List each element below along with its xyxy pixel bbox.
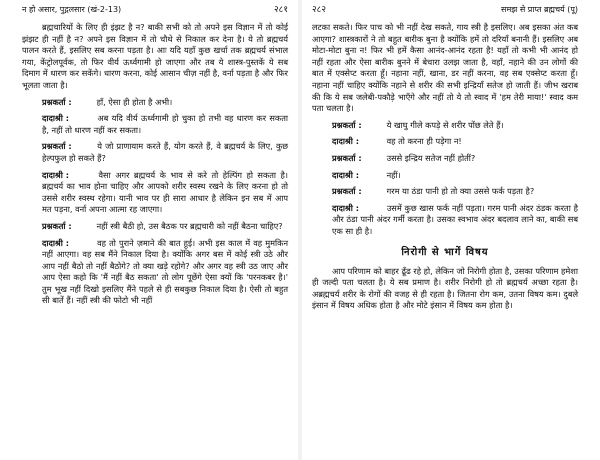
left-page bbox=[0, 0, 298, 460]
speaker-label: दादाश्री : bbox=[42, 113, 69, 124]
speaker-label: दादाश्री : bbox=[332, 169, 359, 180]
question: प्रश्नकर्ता : ये खाघु गीले कपड़े से शरीर पोंछ लेते हैं। bbox=[332, 119, 504, 130]
answer: दादाश्री : नहीं। bbox=[332, 169, 401, 180]
speaker-label: दादाश्री : bbox=[332, 136, 359, 147]
paragraph: आप परिणाम को बाहर ढूँढ रहे हो, लेकिन जो निरोगी होता है, उसका परिणाम हमेशा ही जल्दी पता चलता है। ये सब प्रमाण है। शरीर निरोगी हो तो ब्रह्मचर्य अच्छा रहता है। अब्रह्मचर्य शरीर के रोगों की वजह से ही रहता है। जितना रोग कम, उतना विषय कम। दुबले इंसान में विषय अधिक होता है और मोटे इंसान में विषय कम होता है। bbox=[312, 265, 578, 311]
question: प्रश्नकर्ता : हाँ, ऐसा ही होता है अभी। bbox=[42, 96, 173, 107]
right-page-header bbox=[312, 4, 578, 16]
speaker-label: प्रश्नकर्ता : bbox=[42, 96, 72, 107]
paragraph: लटका सकते। फिर पाच को भी नहीं देख सकते, गाय स्त्री है इसलिए। अब इसका अंत कब आएगा? शास्त्रकारों ने तो बहुत बारीक बुना है क्योंकि हमें तो दरियाँ बनानी हैं। इसलिए अब मोटा-मोटा बुना न! फिर भी हमें कैसा आनंद-आनंद रहता है! यहाँ तो कभी भी आनंद हो नहीं रहता और ऐसा बारीक बुनने में बेचारा उलझ जाता है, वहाँ, नहाने की उन लोगों की बात में एक्सेप्ट करता हूँ। नहाना नहीं, खाना, डर नहीं करना, वह सब एक्सेप्ट करता हूँ। नहाना नहीं चाहिए क्योंकि नहाने से शरीर की सभी इन्द्रियाँ सतेज हो जाती हैं। जीभ खराब की कि ये सब जलेबी-पकौड़े भाएँगे और नहीं तो ये तो स्वाद में 'हम तेरी माया!' स्वाद कम पता चलता है। bbox=[312, 22, 578, 114]
question: प्रश्नकर्ता : ये जो प्राणायाम करते हैं, योग करते हैं, वे ब्रह्मचर्य के लिए, कुछ हेल्पफुल हो सकते हैं? bbox=[42, 141, 288, 163]
left-running-title: न हो असार, पुद्गलसार (खं-2-13) bbox=[22, 5, 122, 14]
question: प्रश्नकर्ता : गरम या ठंडा पानी हो तो क्या उससे फर्क पड़ता है? bbox=[332, 186, 535, 197]
speaker-label: प्रश्नकर्ता : bbox=[42, 141, 72, 152]
answer: दादाश्री : वैसा अगर ब्रह्मचर्य के भाव से करे तो हेल्पिंग हो सकता है। ब्रह्मचर्य का भाव होना चाहिए और आपको शरीर स्वस्थ रखने के लिए करना हो तो उससे शरीर स्वस्थ रहेगा। यानी भाव पर ही सारा आधार है लेकिन इन सब में आप मत पड़ना, वर्ना अपना आत्मा रह जाएगा। bbox=[42, 169, 288, 215]
left-page-number: २८१ bbox=[273, 5, 288, 15]
speaker-label: दादाश्री : bbox=[42, 237, 69, 248]
section-heading: निरोगी से भागें विषय bbox=[401, 246, 489, 258]
speaker-label: प्रश्नकर्ता : bbox=[332, 186, 362, 197]
answer: दादाश्री : अब यदि वीर्य ऊर्ध्वगामी हो चुका हो तभी वह धारण कर सकता है, नहीं तो धारण नहीं कर सकता। bbox=[42, 113, 288, 135]
right-running-title: समझ से प्राप्त ब्रह्मचर्य (पू) bbox=[501, 5, 578, 14]
answer: दादाश्री : वह तो पुराने ज़माने की बात हुई। अभी इस काल में वह मुमकिन नहीं आएगा। वह सब मैंने निकाल दिया है। क्योंकि अगर बस में कोई स्त्री उठे और आप नहीं बैठो तो नहीं बैठोगे? तो क्या खड़े रहोगे? और अगर वह स्त्री उठ जाए और आप ऐसा कहो कि 'मैं नहीं बैठ सकता' तो लोग पूछेंगे ऐसा क्यों कि 'परनकबर है।' तुम भूख नहीं दिखो इसलिए मैंने पहले से ही सबकुछ निकाल दिया है। ऐसी तो बहुत सी बातें हैं। नहीं स्त्री की फोटो भी नहीं bbox=[42, 237, 289, 306]
answer: दादाश्री : वह तो करना ही पड़ेगा न! bbox=[332, 136, 462, 147]
speaker-label: दादाश्री : bbox=[332, 202, 359, 213]
speaker-label: प्रश्नकर्ता : bbox=[42, 220, 72, 231]
question: प्रश्नकर्ता : नहीं स्त्री बैठी हो, उस बैठक पर ब्रह्मचारी को नहीं बैठना चाहिए? bbox=[42, 220, 283, 231]
question: प्रश्नकर्ता : उससे इन्द्रिय सतेज नहीं होतीं? bbox=[332, 152, 476, 163]
left-page-header bbox=[22, 4, 288, 16]
right-page bbox=[302, 0, 600, 460]
answer: दादाश्री : उसमें कुछ खास फर्क नहीं पड़ता। गरम पानी अंदर ठंडक करता है और ठंडा पानी अंदर गर्मी करता है। उसका स्वभाव अंदर बदलाव लाने का, बाकी सब एक सा ही है। bbox=[332, 202, 578, 236]
right-page-number: २८२ bbox=[312, 5, 327, 15]
speaker-label: दादाश्री : bbox=[42, 169, 69, 180]
speaker-label: प्रश्नकर्ता : bbox=[332, 152, 362, 163]
paragraph: ब्रह्मचारियों के लिए ही इंझट है न? बाकी सभी को तो अपने इस विज्ञान में तो कोई झंझट ही नहीं है न? अपने इस विज्ञान में तो चौथे से निकाल कर देना है। ये तो ब्रह्मचर्य पालन करते हैं, इसलिए सब करना पड़ता है। आः यदि यहाँ कुछ खर्चा तक ब्रह्मचर्य संभाल गया, केंट्रोलपूर्वक, तो फिर वीर्य ऊर्ध्वगामी हो जाएगा और तब ये शास्त्र-पुस्तकें ये सब दिमाग में धारण कर सकेंगे। धारण करना, कोई आसान चीज़ नहीं है, वर्ना पड़ता है और फिर भूलता जाता है। bbox=[22, 22, 288, 90]
speaker-label: प्रश्नकर्ता : bbox=[332, 119, 362, 130]
